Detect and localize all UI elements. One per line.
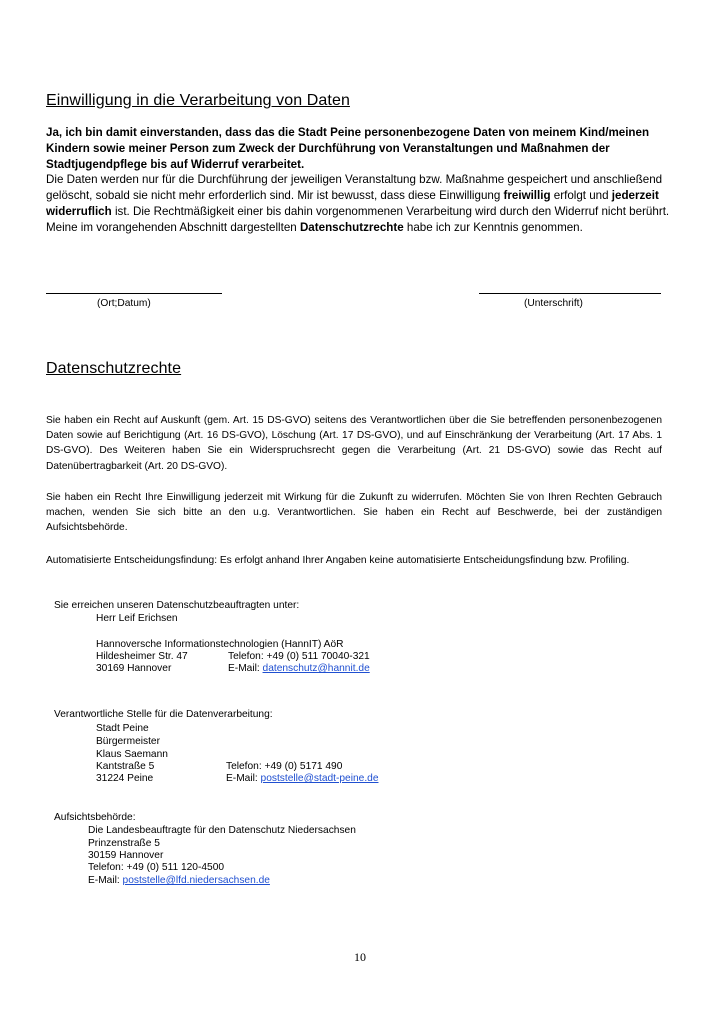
dpo-phone: Telefon: +49 (0) 511 70040-321	[228, 651, 370, 662]
dpo-street: Hildesheimer Str. 47	[96, 651, 188, 662]
dpo-org: Hannoversche Informationstechnologien (HannIT) AöR	[96, 639, 344, 650]
consent-heading: Einwilligung in die Verarbeitung von Daten	[46, 92, 350, 109]
consent-text-2c: erfolgt und	[550, 189, 612, 203]
signature-label: (Unterschrift)	[524, 298, 583, 309]
place-date-line	[46, 293, 222, 294]
controller-email-label: E-Mail:	[226, 773, 261, 784]
controller-email-row	[226, 773, 378, 786]
controller-email-link[interactable]: poststelle@stadt-peine.de	[260, 773, 379, 784]
privacy-rights-heading: Datenschutzrechte	[46, 360, 182, 377]
consent-text-1: Ja, ich bin damit einverstanden, dass das die Stadt Peine personenbezogene Daten von meinem Kind/meinen Kindern sowie meiner Person zum Zweck der Durchführung von Veranstaltungen und Maßnahmen der Stadtjugendpflege bis auf Widerruf verarbeitet.	[46, 126, 650, 171]
authority-street: Prinzenstraße 5	[88, 838, 160, 849]
dpo-name: Herr Leif Erichsen	[96, 613, 178, 624]
place-date-label: (Ort;Datum)	[97, 298, 151, 309]
page-number: 10	[354, 950, 366, 964]
controller-phone: Telefon: +49 (0) 5171 490	[226, 761, 343, 772]
automated-decision-paragraph: Automatisierte Entscheidungsfindung: Es erfolgt anhand Ihrer Angaben keine automatisierte Entscheidungsfindung bzw. Profiling.	[46, 555, 630, 566]
controller-intro: Verantwortliche Stelle für die Datenverarbeitung:	[54, 709, 273, 720]
dpo-email-row	[228, 663, 370, 676]
controller-city: 31224 Peine	[96, 773, 154, 784]
consent-text-2a: Die Daten werden nur für die Durchführung der jeweiligen Veranstaltung bzw. Maßnahme gespeichert und anschließend gelöscht, sobald sie nicht mehr erforderlich sind. Mir ist bewusst, dass diese Einwilligung	[46, 173, 663, 203]
withdrawal-paragraph: Sie haben ein Recht Ihre Einwilligung jederzeit mit Wirkung für die Zukunft zu widerrufen. Möchten Sie von Ihren Rechten Gebrauch machen, wenden Sie sich bitte an den u.g. Verantwortlichen. Sie haben ein Recht auf Beschwerde, bei der zuständigen Aufsichtsbehörde.	[46, 492, 662, 534]
controller-line1: Stadt Peine	[96, 723, 149, 734]
rights-paragraph: Sie haben ein Recht auf Auskunft (gem. Art. 15 DS-GVO) seitens des Verantwortlichen über die Sie betreffenden personenbezogenen Daten sowie auf Berichtigung (Art. 16 DS-GVO), Löschung (Art. 17 DS-GVO), und auf Einschränkung der Verarbeitung (Art. 17 Abs. 1 DS-GVO). Des Weiteren haben Sie ein Widerspruchsrecht gegen die Verarbeitung (Art. 21 DS-GVO) sowie das Recht auf Datenübertragbarkeit (Art. 20 DS-GVO).	[46, 415, 662, 472]
controller-line3: Klaus Saemann	[96, 749, 168, 760]
authority-email-row	[88, 875, 270, 888]
consent-bold-datenschutzrechte: Datenschutzrechte	[299, 220, 404, 234]
authority-email-label: E-Mail:	[88, 875, 123, 886]
dpo-intro: Sie erreichen unseren Datenschutzbeauftragten unter:	[54, 600, 300, 611]
consent-text-2g: habe ich zur Kenntnis genommen.	[403, 220, 583, 234]
consent-paragraph	[46, 125, 678, 236]
signature-line	[479, 293, 661, 294]
authority-phone: Telefon: +49 (0) 511 120-4500	[88, 862, 225, 873]
consent-text-2e: ist. Die Rechtmäßigkeit einer bis dahin vorgenommenen Verarbeitung wird durch den Widerruf nicht berührt. Meine im vorangehenden Abschnitt dargestellten	[46, 204, 670, 234]
controller-street: Kantstraße 5	[96, 761, 155, 772]
consent-bold-widerruflich: jederzeit widerruflich	[46, 189, 659, 218]
authority-email-link[interactable]: poststelle@lfd.niedersachsen.de	[122, 875, 270, 886]
authority-line1: Die Landesbeauftragte für den Datenschutz Niedersachsen	[88, 825, 356, 836]
consent-bold-freiwillig: freiwillig	[503, 189, 551, 203]
authority-intro: Aufsichtsbehörde:	[54, 812, 136, 823]
dpo-city: 30169 Hannover	[96, 663, 172, 674]
controller-line2: Bürgermeister	[96, 736, 160, 747]
dpo-email-link[interactable]: datenschutz@hannit.de	[262, 663, 370, 674]
dpo-email-label: E-Mail:	[228, 663, 263, 674]
authority-city: 30159 Hannover	[88, 850, 164, 861]
